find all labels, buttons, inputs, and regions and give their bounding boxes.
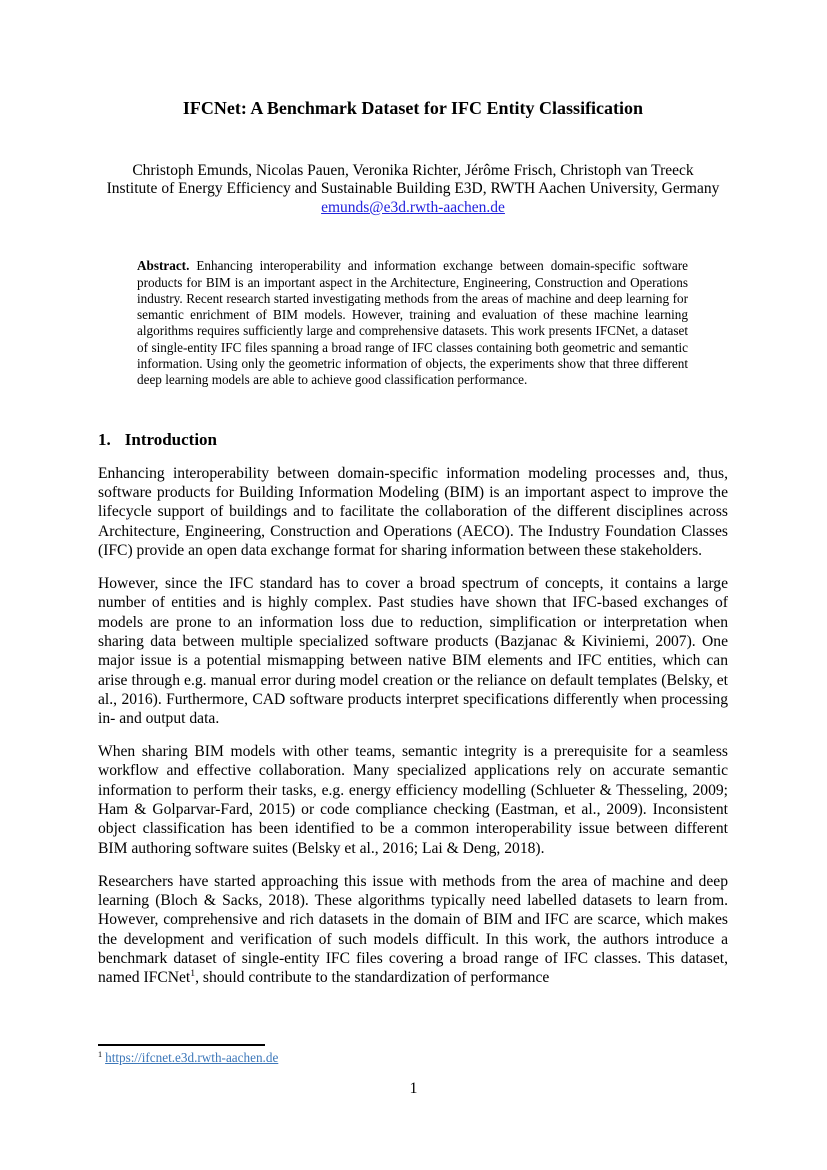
footnote: [98, 1050, 728, 1066]
section-title: Introduction: [124, 429, 218, 449]
paragraph-4-text-cont: , should contribute to the standardization of performance: [195, 969, 550, 987]
page-number: 1: [409, 1080, 418, 1097]
paragraph-2: However, since the IFC standard has to cover a broad spectrum of concepts, it contains a large number of entities and is highly complex. Past studies have shown that IFC-based exchanges of models are prone to an information loss due to reduction, simplification or interpretation when sharing data between multiple specialized software products (Bazjanac & Kiviniemi, 2007). One major issue is a potential mismapping between native BIM elements and IFC entities, which can arise through e.g. manual error during model creation or the reliance on default templates (Belsky, et al., 2016). Furthermore, CAD software products interpret specifications differently when processing in- and output data.: [98, 574, 728, 728]
paragraph-1: Enhancing interoperability between domain-specific information modeling processes and, thus, software products for Building Information Modeling (BIM) is an important aspect to improve the lifecycle support of buildings and to facilitate the collaboration of the different disciplines across Architecture, Engineering, Construction and Operations (AECO). The Industry Foundation Classes (IFC) provide an open data exchange format for sharing information between these stakeholders.: [98, 464, 728, 559]
footnote-area: [98, 1044, 728, 1066]
author-email-row: [98, 199, 728, 217]
abstract-label: Abstract.: [137, 258, 190, 274]
section-number: 1.: [98, 429, 111, 449]
abstract: [137, 258, 688, 388]
footnote-link[interactable]: https://ifcnet.e3d.rwth-aachen.de: [105, 1050, 279, 1065]
footnote-marker: 1: [98, 1049, 103, 1059]
author-affiliation: Institute of Energy Efficiency and Sustainable Building E3D, RWTH Aachen University, Germany: [106, 180, 720, 198]
author-email-link[interactable]: emunds@e3d.rwth-aachen.de: [321, 198, 505, 216]
footnote-reference: 1: [190, 968, 196, 980]
author-block: [98, 162, 728, 217]
paragraph-4: [98, 872, 728, 988]
author-names: Christoph Emunds, Nicolas Pauen, Veronika Richter, Jérôme Frisch, Christoph van Treeck: [132, 162, 694, 179]
paper-title: IFCNet: A Benchmark Dataset for IFC Entity Classification: [182, 98, 644, 118]
paragraph-4-text: Researchers have started approaching this issue with methods from the area of machine and deep learning (Bloch & Sacks, 2018). These algorithms typically need labelled datasets to learn from. However, comprehensive and rich datasets in the domain of BIM and IFC are scarce, which makes the development and verification of such models difficult. In this work, the authors introduce a benchmark dataset of single-entity IFC files covering a broad range of IFC classes. This dataset, named IFCNet: [98, 872, 728, 987]
abstract-text: Enhancing interoperability and information exchange between domain-specific software products for BIM is an important aspect in the Architecture, Engineering, Construction and Operations industry. Recent research started investigating methods from the areas of machine and deep learning for semantic enrichment of BIM models. However, training and evaluation of these machine learning algorithms requires sufficiently large and comprehensive datasets. This work presents IFCNet, a dataset of single-entity IFC files spanning a broad range of IFC classes containing both geometric and semantic information. Using only the geometric information of objects, the experiments show that three different deep learning models are able to achieve good classification performance.: [137, 258, 689, 388]
footnote-divider: [98, 1044, 265, 1046]
paragraph-3: When sharing BIM models with other teams, semantic integrity is a prerequisite for a seamless workflow and effective collaboration. Many specialized applications rely on accurate semantic information to perform their tasks, e.g. energy efficiency modelling (Schlueter & Thesseling, 2009; Ham & Golparvar-Fard, 2015) or code compliance checking (Eastman, et al., 2009). Inconsistent object classification has been identified to be a common interoperability issue between different BIM authoring software suites (Belsky et al., 2016; Lai & Deng, 2018).: [98, 743, 728, 857]
section-heading-introduction: [98, 429, 728, 450]
